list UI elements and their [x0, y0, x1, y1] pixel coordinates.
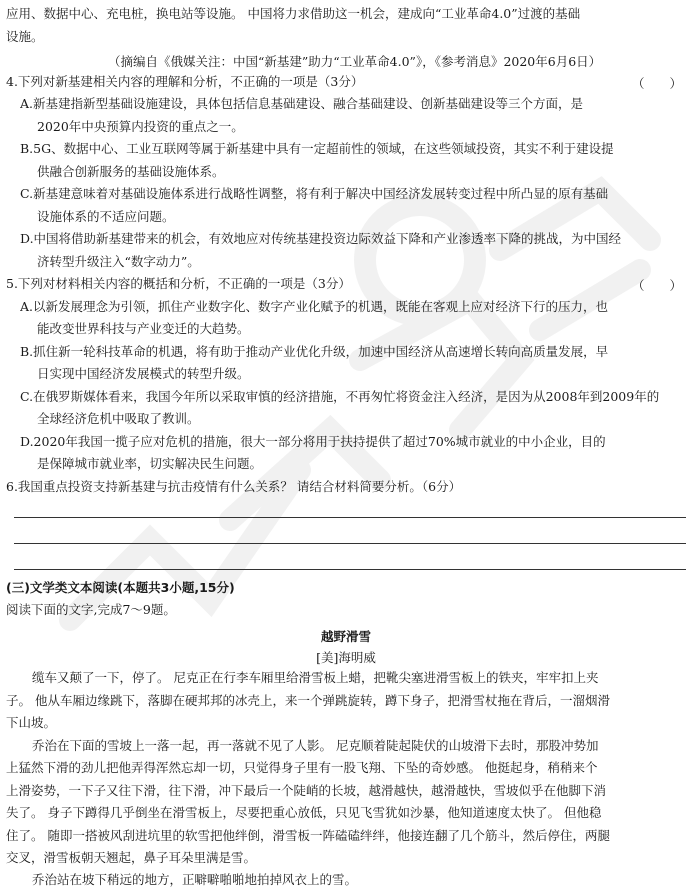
question-5-stem: 5.下列对材料相关内容的概括和分析，不正确的一项是（3分）: [6, 276, 351, 291]
question-4-option-a-cont: 2020年中央预算内投资的重点之一。: [37, 119, 244, 134]
answer-line[interactable]: [14, 517, 686, 518]
question-4-option-b-cont: 供融合创新服务的基础设施体系。: [37, 164, 225, 179]
question-4-option-c-cont: 设施体系的不适应问题。: [37, 209, 175, 224]
story-line: 住了。 随即一搭被风刮进坑里的软雪把他绊倒，滑雪板一阵磕磕绊绊，他接连翻了几个筋斗，然后停住，两腿: [6, 828, 610, 843]
story-line: 乔治站在坡下稍远的地方，正噼噼啪啪地拍掉风衣上的雪。: [32, 872, 358, 887]
story-line: 子。 他从车厢边缘跳下，落脚在硬邦邦的冰壳上，来一个弹跳旋转，蹲下身子，把滑雪杖拖在背后，一溜烟滑: [6, 693, 610, 708]
question-5-option-c-cont: 全球经济危机中吸取了教训。: [37, 411, 200, 426]
question-4-answer-paren: （ ）: [631, 76, 682, 91]
answer-line[interactable]: [14, 543, 686, 544]
question-4-option-c: C.新基建意味着对基础设施体系进行战略性调整，将有利于解决中国经济发展转变过程中所凸显的原有基础: [20, 186, 609, 201]
question-5-option-c: C.在俄罗斯媒体看来，我国今年所以采取审慎的经济措施，不再匆忙将资金注入经济，是因为从2008年到2009年的: [20, 389, 660, 404]
question-4-stem: 4.下列对新基建相关内容的理解和分析，不正确的一项是（3分）: [6, 74, 364, 89]
question-5-option-b-cont: 日实现中国经济发展模式的转型升级。: [37, 366, 250, 381]
question-4-option-d-cont: 济转型升级注入“数字动力”。: [37, 254, 200, 269]
story-line: 缆车又颠了一下，停了。 尼克正在行李车厢里给滑雪板上蜡，把靴尖塞进滑雪板上的铁夹，牢牢扣上夹: [32, 670, 599, 685]
story-line: 失了。 身子下蹲得几乎倒坐在滑雪板上，尽要把重心放低，只见飞雪犹如沙暴，他知道速度太快了。 但他稳: [6, 805, 602, 820]
story-title: 越野滑雪: [320, 629, 371, 644]
section-heading: (三)文学类文本阅读(本题共3小题,15分): [6, 580, 235, 595]
question-5-option-a: A.以新发展理念为引领，抓住产业数字化、数字产业化赋予的机遇，既能在客观上应对经济下行的压力，也: [20, 299, 609, 314]
passage-source: （摘编自《俄媒关注：中国“新基建”助力“工业革命4.0”》，《参考消息》2020年6月6日）: [108, 54, 602, 69]
question-5-option-b: B.抓住新一轮科技革命的机遇，将有助于推动产业优化升级，加速中国经济从高速增长转向高质量发展，早: [20, 344, 609, 359]
question-5-answer-paren: （ ）: [631, 278, 682, 293]
answer-line[interactable]: [14, 569, 686, 570]
story-author: [美]海明威: [316, 650, 376, 665]
question-6-stem: 6.我国重点投资支持新基建与抗击疫情有什么关系？ 请结合材料简要分析。（6分）: [6, 479, 462, 494]
story-line: 乔治在下面的雪坡上一落一起，再一落就不见了人影。 尼克顺着陡起陡伏的山坡滑下去时，那股冲势加: [32, 738, 599, 753]
question-4-option-a: A.新基建指新型基础设施建设，具体包括信息基础建设、融合基础建设、创新基础建设等三个方面，是: [20, 96, 584, 111]
section-instruction: 阅读下面的文字,完成7～9题。: [6, 602, 176, 617]
passage-line: 应用、数据中心、充电桩，换电站等设施。 中国将力求借助这一机会，建成向“工业革命4.0”过渡的基础: [6, 6, 581, 21]
story-line: 上猛然下滑的劲儿把他弄得浑然忘却一切，只觉得身子里有一股飞翔、下坠的奇妙感。 他挺起身，稍稍来个: [6, 760, 598, 775]
question-4-option-b: B.5G、数据中心、工业互联网等属于新基建中具有一定超前性的领域，在这些领域投资，其实不利于建设提: [20, 141, 614, 156]
question-5-option-d-cont: 是保障城市就业率，切实解决民生问题。: [37, 456, 263, 471]
question-5-option-d: D.2020年我国一揽子应对危机的措施，很大一部分将用于扶持提供了超过70%城市就业的中小企业，目的: [20, 434, 606, 449]
story-line: 下山坡。: [6, 715, 57, 730]
story-line: 交叉，滑雪板朝天翘起，鼻子耳朵里满是雪。: [6, 850, 257, 865]
story-line: 上滑姿势，一下子又往下滑，往下滑，冲下最后一个陡峭的长坡，越滑越快，越滑越快，雪坡似乎在他脚下消: [6, 783, 607, 798]
question-4-option-d: D.中国将借助新基建带来的机会，有效地应对传统基建投资边际效益下降和产业渗透率下降的挑战，为中国经: [20, 231, 622, 246]
question-5-option-a-cont: 能改变世界科技与产业变迁的大趋势。: [37, 321, 250, 336]
passage-line: 设施。: [6, 29, 44, 44]
